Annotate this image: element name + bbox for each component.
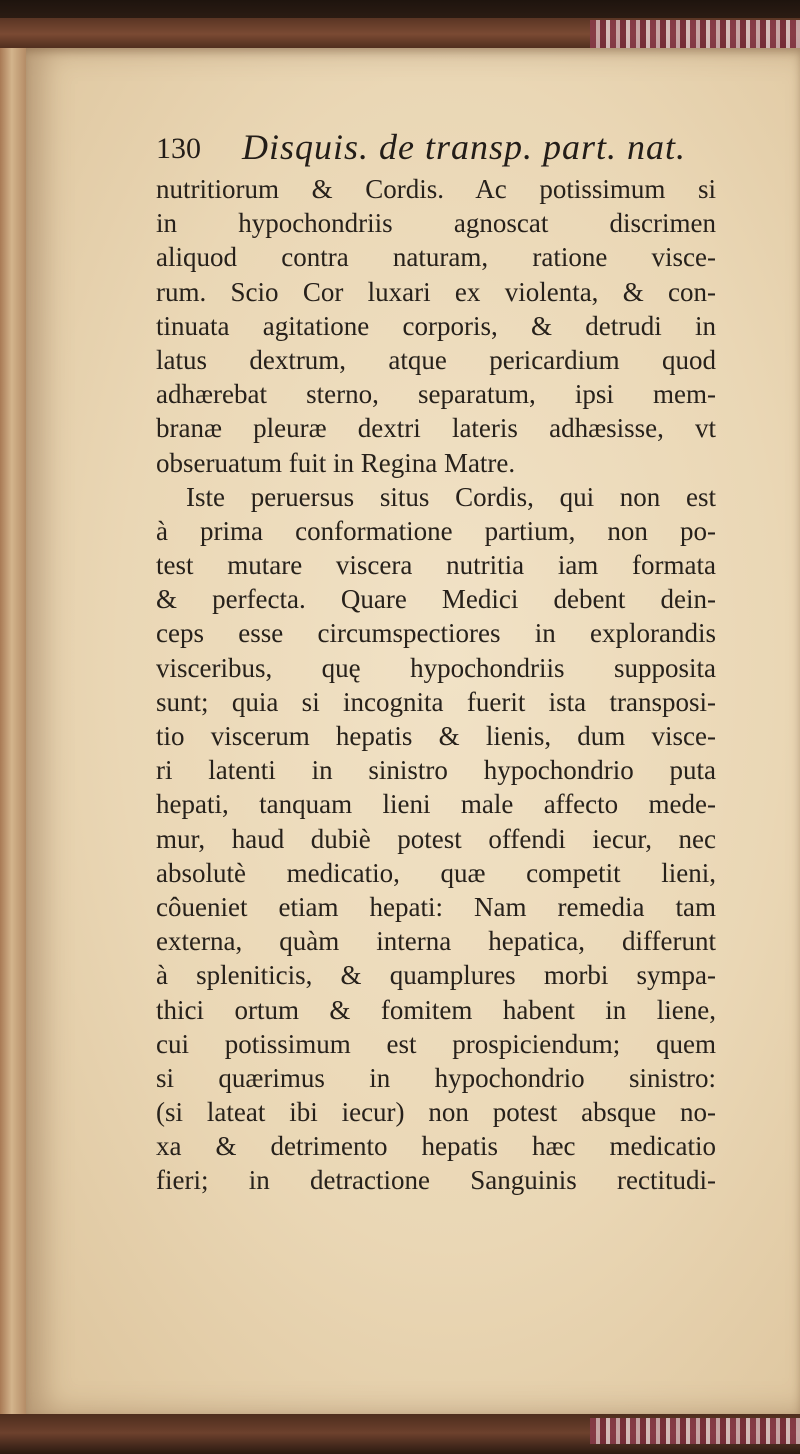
text-line: cui potissimum est prospiciendum; quem [156,1028,716,1059]
text-line: & perfecta. Quare Medici debent dein- [156,584,716,615]
text-line: externa, quàm interna hepatica, differunt [156,926,716,957]
text-line: visceribus, quę hypochondriis supposita [156,652,716,683]
text-line: xa & detrimento hepatis hæc medicatio [156,1131,716,1162]
text-line: rum. Scio Cor luxari ex violenta, & con- [156,276,716,307]
text-line: côueniet etiam hepati: Nam remedia tam [156,891,716,922]
text-line: à spleniticis, & quamplures morbi sympa- [156,960,716,991]
page-number: 130 [156,132,201,165]
paragraph [156,172,716,480]
text-line: branæ pleuræ dextri lateris adhæsisse, vt [156,413,716,444]
text-line: absolutè medicatio, quæ competit lieni, [156,857,716,888]
text-line: ri latenti in sinistro hypochondrio puta [156,755,716,786]
text-line: (si lateat ibi iecur) non potest absque no- [156,1097,716,1128]
running-head [156,126,716,172]
text-line: aliquod contra naturam, ratione visce- [156,242,716,273]
headband-top [590,20,800,48]
text-line: adhærebat sterno, separatum, ipsi mem- [156,379,716,410]
text-line: thici ortum & fomitem habent in liene, [156,994,716,1025]
page-gutter-edge [0,48,26,1414]
headband-bottom [590,1418,800,1444]
text-line: fieri; in detractione Sanguinis rectitudi- [156,1165,716,1196]
text-line: hepati, tanquam lieni male affecto mede- [156,789,716,820]
paragraph [156,480,716,1198]
text-line: tio viscerum hepatis & lienis, dum visce- [156,721,716,751]
text-line: nutritiorum & Cordis. Ac potissimum si [156,174,716,204]
text-line: Iste peruersus situs Cordis, qui non est [186,481,716,512]
text-line: si quærimus in hypochondrio sinistro: [156,1062,716,1093]
text-line: obseruatum fuit in Regina Matre. [156,447,516,478]
body-text [156,172,716,1198]
running-title: Disquis. de transp. part. nat. [242,127,687,167]
text-line: sunt; quia si incognita fuerit ista transposi- [156,686,716,717]
text-line: latus dextrum, atque pericardium quod [156,344,716,375]
text-line: in hypochondriis agnoscat discrimen [156,208,716,239]
text-line: mur, haud dubiè potest offendi iecur, nec [156,823,716,854]
text-line: test mutare viscera nutritia iam formata [156,550,716,581]
text-line: à prima conformatione partium, non po- [156,515,716,546]
text-line: tinuata agitatione corporis, & detrudi in [156,310,716,341]
text-line: ceps esse circumspectiores in explorandis [156,618,716,649]
